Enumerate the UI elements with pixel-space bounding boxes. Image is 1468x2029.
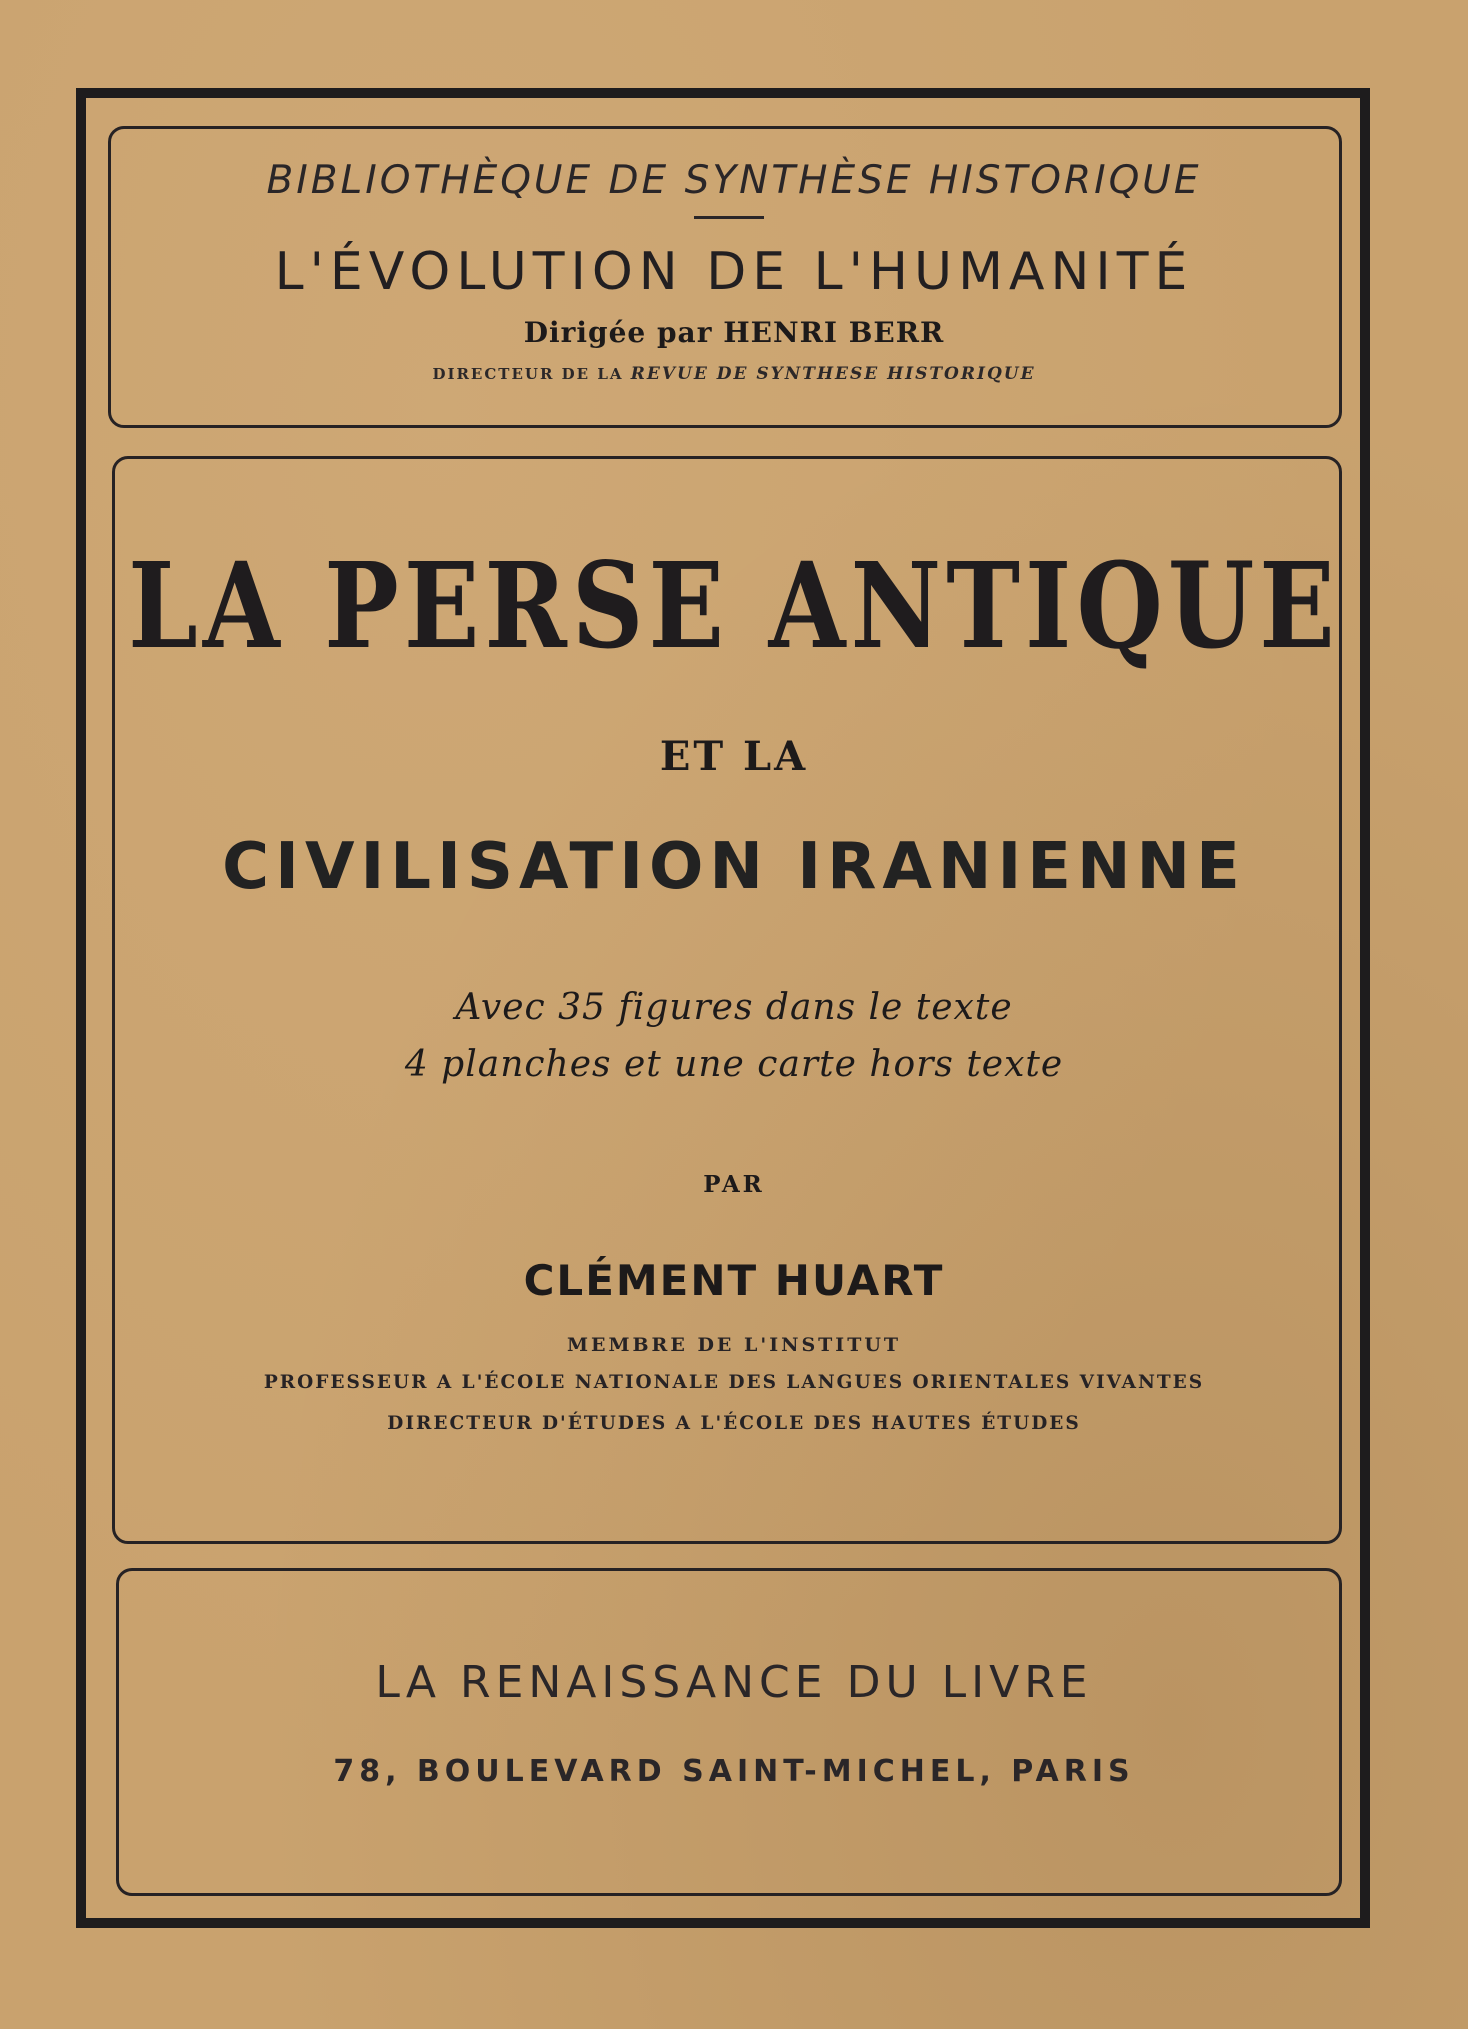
author-credential-2: PROFESSEUR A L'ÉCOLE NATIONALE DES LANGUES ORIENTALES VIVANTES [263, 1372, 1205, 1393]
director-role-review: REVUE DE SYNTHESE HISTORIQUE [630, 364, 1036, 384]
series-director: Dirigée par HENRI BERR [523, 316, 945, 349]
book-subtitle: CIVILISATION IRANIENNE [222, 830, 1246, 904]
collection-name: L'ÉVOLUTION DE L'HUMANITÉ [274, 242, 1194, 302]
series-director-role [0, 364, 1468, 384]
illustrations-line-1: Avec 35 figures dans le texte [455, 987, 1013, 1028]
illustrations-line-2: 4 planches et une carte hors texte [404, 1044, 1064, 1085]
author-credential-3: DIRECTEUR D'ÉTUDES A L'ÉCOLE DES HAUTES ÉTUDES [387, 1413, 1081, 1434]
publisher-panel [116, 1568, 1342, 1896]
author-credential-1: MEMBRE DE L'INSTITUT [566, 1334, 902, 1356]
director-role-prefix: DIRECTEUR DE LA [432, 365, 624, 383]
publisher-address: 78, BOULEVARD SAINT-MICHEL, PARIS [333, 1754, 1135, 1789]
title-connector: ET LA [659, 733, 809, 780]
series-name: BIBLIOTHÈQUE DE SYNTHÈSE HISTORIQUE [266, 158, 1202, 203]
author-name: CLÉMENT HUART [523, 1256, 945, 1305]
publisher-name: LA RENAISSANCE DU LIVRE [375, 1657, 1093, 1708]
series-divider [694, 216, 764, 219]
book-title: LA PERSE ANTIQUE [128, 536, 1340, 675]
by-label: PAR [703, 1171, 765, 1198]
